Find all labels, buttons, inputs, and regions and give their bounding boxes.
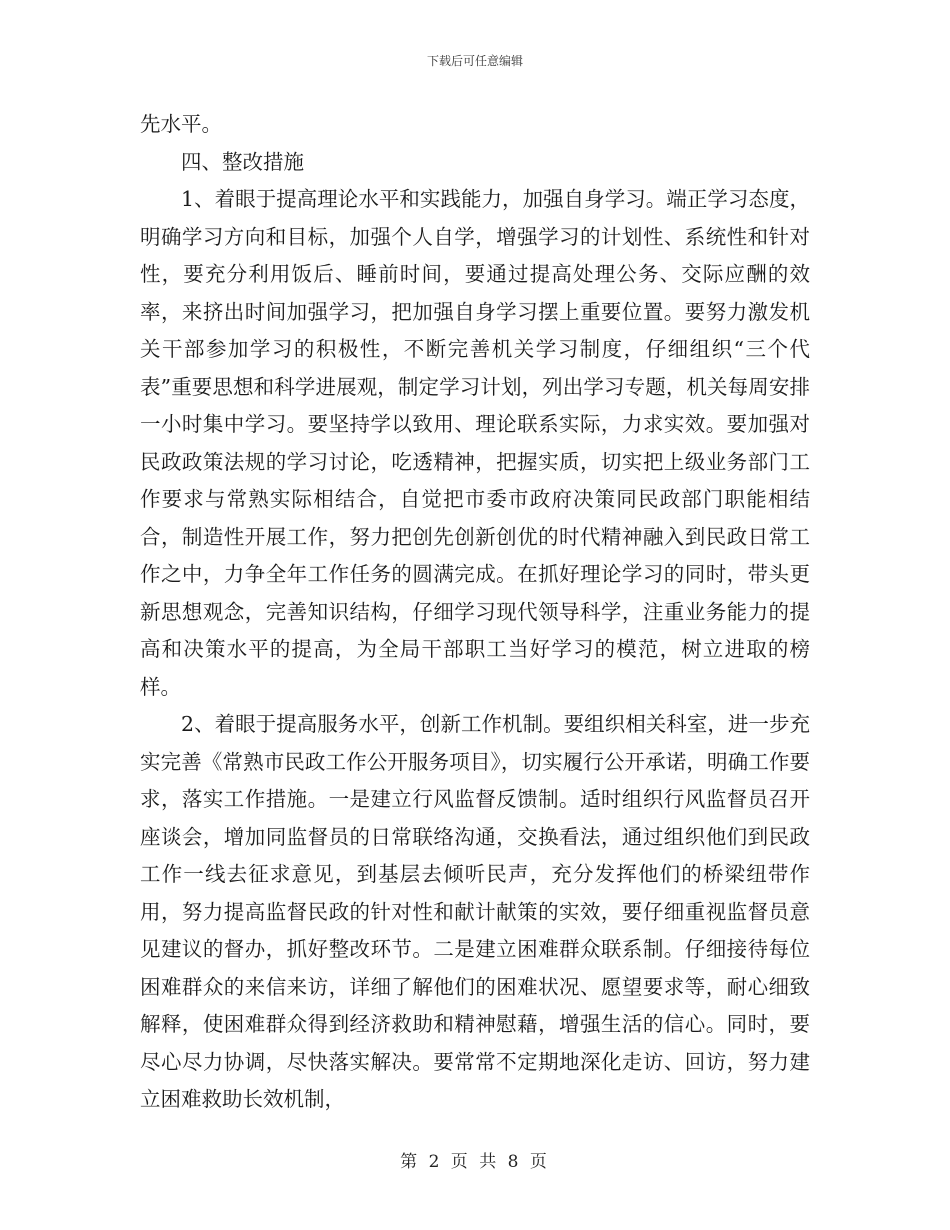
page-header: 下载后可任意编辑 xyxy=(426,54,523,68)
paragraph-service: 2、着眼于提高服务水平，创新工作机制。要组织相关科室，进一步充实完善《常熟市民政工作公开服务项目》，切实履行公开承诺，明确工作要求，落实工作措施。一是建立行风监督反馈制。适时组织行风监督员召开座谈会，增加同监督员的日常联络沟通，交换看法，通过组织他们到民政工作一线去征求意见，到基层去倾听民声，充分发挥他们的桥梁纽带作用，努力提高监督民政的针对性和献计献策的实效，要仔细重视监督员意见建议的督办，抓好整改环节。二是建立困难群众联系制。仔细接待每位困难群众的来信来访，详细了解他们的困难状况、愿望要求等，耐心细致解释，使困难群众得到经济救助和精神慰藉，增强生活的信心。同时，要尽心尽力协调，尽快落实解决。要常常不定期地深化走访、回访，努力建立困难救助长效机制， xyxy=(140,712,810,1111)
document-body xyxy=(140,106,810,1119)
section-heading: 四、整改措施 xyxy=(181,149,304,174)
paragraph-continuation: 先水平。 xyxy=(140,112,222,136)
page-number: 第 2 页 共 8 页 xyxy=(400,1152,550,1172)
paragraph-study: 1、着眼于提高理论水平和实践能力，加强自身学习。端正学习态度，明确学习方向和目标，加强个人自学，增强学习的计划性、系统性和针对性，要充分利用饭后、睡前时间，要通过提高处理公务、交际应酬的效率，来挤出时间加强学习，把加强自身学习摆上重要位置。要努力激发机关干部参加学习的积极性，不断完善机关学习制度，仔细组织“三个代表”重要思想和科学进展观，制定学习计划，列出学习专题，机关每周安排一小时集中学习。要坚持学以致用、理论联系实际，力求实效。要加强对民政政策法规的学习讨论，吃透精神，把握实质，切实把上级业务部门工作要求与常熟实际相结合，自觉把市委市政府决策同民政部门职能相结合，制造性开展工作，努力把创先创新创优的时代精神融入到民政日常工作之中，力争全年工作任务的圆满完成。在抓好理论学习的同时，带头更新思想观念，完善知识结构，仔细学习现代领导科学，注重业务能力的提高和决策水平的提高，为全局干部职工当好学习的模范，树立进取的榜样。 xyxy=(140,187,810,699)
